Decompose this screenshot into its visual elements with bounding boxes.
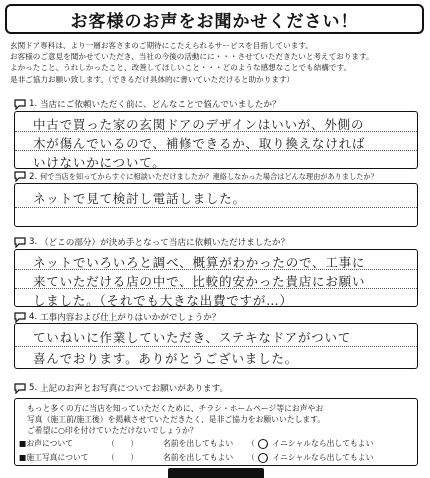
footer-bar bbox=[168, 468, 264, 478]
answer-box-3 bbox=[14, 249, 418, 307]
selected-circle-mark bbox=[258, 453, 268, 463]
voice-name-option[interactable]: 名前を出してもよい bbox=[163, 439, 234, 448]
question-text: 上記のお声とお写真についてお願いがあります。 bbox=[39, 384, 229, 394]
voice-initial-option[interactable]: （ ）イニシャルなら出してもよい bbox=[247, 439, 374, 448]
question-1: 1 . 当店にご依頼いただく前に、どんなことで悩んでいましたか？ bbox=[14, 98, 281, 110]
handwritten-line: いけないかについて。 bbox=[33, 155, 166, 170]
permission-box bbox=[14, 398, 418, 466]
speech-bubble-icon bbox=[14, 99, 26, 110]
answer-box-4 bbox=[14, 323, 418, 369]
answer-box-2 bbox=[14, 183, 418, 227]
intro-text bbox=[10, 40, 424, 85]
handwritten-line: しました。（それでも大きな出費ですが…） bbox=[33, 293, 293, 308]
speech-bubble-icon bbox=[14, 171, 26, 182]
photo-name-option[interactable]: 名前を出してもよい bbox=[163, 453, 234, 462]
handwritten-line: ネットでいろいろと調べ、概算がわかったので、工事に bbox=[33, 255, 366, 270]
permission-text: 写真（施工前/施工後）を掲載させていただきたく、是非ご協力をお願いいたします。 bbox=[27, 415, 326, 424]
photo-permission-label: ■施工写真について bbox=[19, 453, 89, 462]
intro-line: お客様のご意見を聞かせていただき、当社の今後の活動にに・・・させていただきたいと考えております。 bbox=[10, 52, 374, 62]
intro-line: 玄関ドア専科は、より一層お客さまのご期待にこたえられるサービスを目指しています。 bbox=[10, 41, 313, 50]
question-4: 4 . 工事内容および仕上がりはいかがでしょうか？ bbox=[14, 311, 220, 323]
handwritten-line: 喜んでおります。ありがとうございました。 bbox=[33, 351, 299, 366]
question-number: 5 bbox=[29, 383, 35, 393]
question-text: 何で当店を知ってからすぐに相談いただけましたか？連絡しなかった場合はどんな理由がありましたか？ bbox=[39, 171, 378, 181]
question-3: 3 . （どこの部分）が決め手となって当店に依頼いただけましたか？ bbox=[14, 236, 289, 248]
speech-bubble-icon bbox=[14, 312, 26, 323]
handwritten-line: ネットで見て検討し電話しました。 bbox=[33, 191, 246, 206]
photo-initial-option[interactable]: （ ）イニシャルなら出してもよい bbox=[247, 453, 374, 462]
intro-line: 是非ご協力お願い致します。（できるだけ具体的に書いていただけると助かります） bbox=[10, 74, 295, 84]
handwritten-line: ていねいに作業していただき、ステキなドアがついて bbox=[33, 330, 352, 345]
permission-text: もっと多くの方に当店を知っていただくために、チラシ・ホームページ等にお声やお bbox=[27, 404, 324, 413]
intro-line: よかったこと、うれしかったこと、改善してほしいこと・・・どのような感想なことでも結構です。 bbox=[10, 63, 352, 73]
question-number: 4 bbox=[29, 312, 35, 322]
question-text: 工事内容および仕上がりはいかがでしょうか？ bbox=[39, 313, 221, 323]
question-5: 5 . 上記のお声とお写真についてお願いがあります。 bbox=[14, 382, 228, 394]
handwritten-line: 来ていただける店の中で、比較的安かった貴店にお願い bbox=[33, 274, 366, 289]
form-title: お客様のお声をお聞かせください！ bbox=[5, 4, 424, 34]
question-number: 1 bbox=[29, 99, 35, 109]
selected-circle-mark bbox=[258, 439, 268, 449]
voice-blank-choice[interactable]: （ ） bbox=[107, 439, 139, 448]
question-number: 2 bbox=[29, 171, 35, 182]
speech-bubble-icon bbox=[14, 383, 26, 394]
option-label: イニシャルなら出してもよい bbox=[272, 453, 374, 462]
question-number: 3 bbox=[29, 237, 35, 247]
photo-blank-choice[interactable]: （ ） bbox=[107, 453, 139, 462]
question-text: （どこの部分）が決め手となって当店に依頼いただけましたか？ bbox=[39, 238, 290, 248]
question-text: 当店にご依頼いただく前に、どんなことで悩んでいましたか？ bbox=[39, 100, 281, 110]
speech-bubble-icon bbox=[14, 237, 26, 248]
handwritten-line: 中古で買った家の玄関ドアのデザインはいいが、外側の bbox=[33, 117, 365, 132]
handwritten-line: 木が傷んでいるので、補修できるか、取り換えなければ bbox=[33, 136, 366, 151]
voice-permission-label: ■お声について bbox=[19, 439, 73, 448]
answer-box-1 bbox=[14, 111, 418, 169]
option-label: イニシャルなら出してもよい bbox=[272, 439, 374, 448]
question-2: 2 . 何で当店を知ってからすぐに相談いただけましたか？連絡しなかった場合はどんな理由がありましたか？ bbox=[14, 171, 378, 182]
permission-text: ご希望に○印を付けていただけないでしょうか？ bbox=[27, 426, 198, 435]
